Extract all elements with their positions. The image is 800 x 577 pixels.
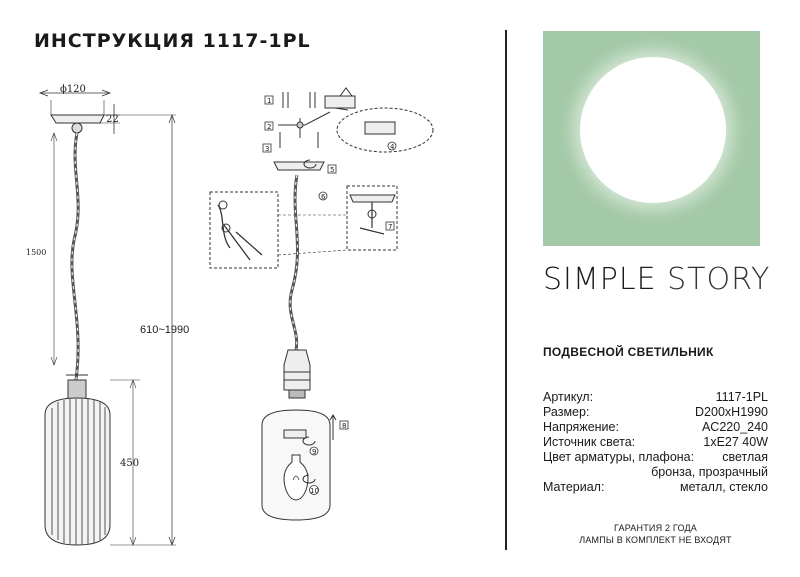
canopy-height-label: 22: [106, 114, 119, 125]
instruction-title: ИНСТРУКЦИЯ 1117-1PL: [34, 30, 311, 52]
warranty-line: ГАРАНТИЯ 2 ГОДА: [614, 523, 697, 533]
step-marker: [263, 144, 271, 153]
spec-value: AC220_240: [701, 420, 768, 434]
step-marker: [265, 122, 273, 131]
assembly-diagram: [210, 88, 433, 520]
step-marker: [265, 96, 273, 105]
brand-logo: [543, 31, 760, 246]
spec-key: Источник света:: [543, 435, 636, 449]
spec-row: [543, 450, 768, 465]
brand-name: [543, 262, 770, 297]
spec-key: Артикул:: [543, 390, 594, 404]
brand-word-simple: SIMPLE: [543, 262, 657, 297]
logo-circle: [580, 57, 726, 203]
brand-word-story: STORY: [667, 262, 771, 297]
product-type: ПОДВЕСНОЙ СВЕТИЛЬНИК: [543, 345, 714, 359]
spec-value: D200xH1990: [695, 405, 768, 419]
svg-text:8: 8: [342, 422, 347, 430]
spec-table: [543, 390, 768, 495]
step-marker: [328, 165, 336, 174]
total-range-label: 610~1990: [140, 324, 190, 336]
spec-row: [543, 390, 768, 405]
spec-value: бронза, прозрачный: [651, 465, 768, 479]
spec-row: [543, 420, 768, 435]
vertical-divider: [505, 30, 507, 550]
spec-row: [543, 465, 768, 480]
bulbs-not-included-line: ЛАМПЫ В КОМПЛЕКТ НЕ ВХОДЯТ: [579, 535, 732, 545]
spec-value: металл, стекло: [680, 480, 768, 494]
step-marker: [319, 192, 327, 201]
spec-row: [543, 405, 768, 420]
step-marker: [310, 486, 319, 496]
shade-height-label: 450: [120, 458, 140, 469]
spec-key: Размер:: [543, 405, 590, 419]
spec-value: светлая: [722, 450, 768, 464]
spec-row: [543, 435, 768, 450]
step-marker: [388, 142, 396, 151]
diameter-label: ϕ120: [60, 84, 86, 95]
svg-text:5: 5: [330, 166, 335, 174]
spec-key: Цвет арматуры, плафона:: [543, 450, 695, 464]
spec-value: 1117-1PL: [715, 390, 768, 404]
step-marker: [340, 421, 348, 430]
svg-text:4: 4: [390, 143, 395, 151]
svg-text:1: 1: [267, 97, 272, 105]
spec-row: [543, 480, 768, 495]
svg-text:9: 9: [312, 448, 317, 456]
spec-value: 1xE27 40W: [703, 435, 768, 449]
chain-length-label: 1500: [26, 248, 47, 257]
svg-text:10: 10: [310, 487, 319, 495]
dimensioned-lamp-drawing: [40, 90, 176, 545]
step-marker: [386, 222, 394, 231]
spec-key: Материал:: [543, 480, 605, 494]
svg-text:6: 6: [321, 193, 326, 201]
spec-key: Напряжение:: [543, 420, 619, 434]
warranty-note: [543, 522, 768, 546]
svg-text:2: 2: [267, 123, 272, 131]
svg-text:3: 3: [265, 145, 270, 153]
svg-text:7: 7: [388, 223, 393, 231]
